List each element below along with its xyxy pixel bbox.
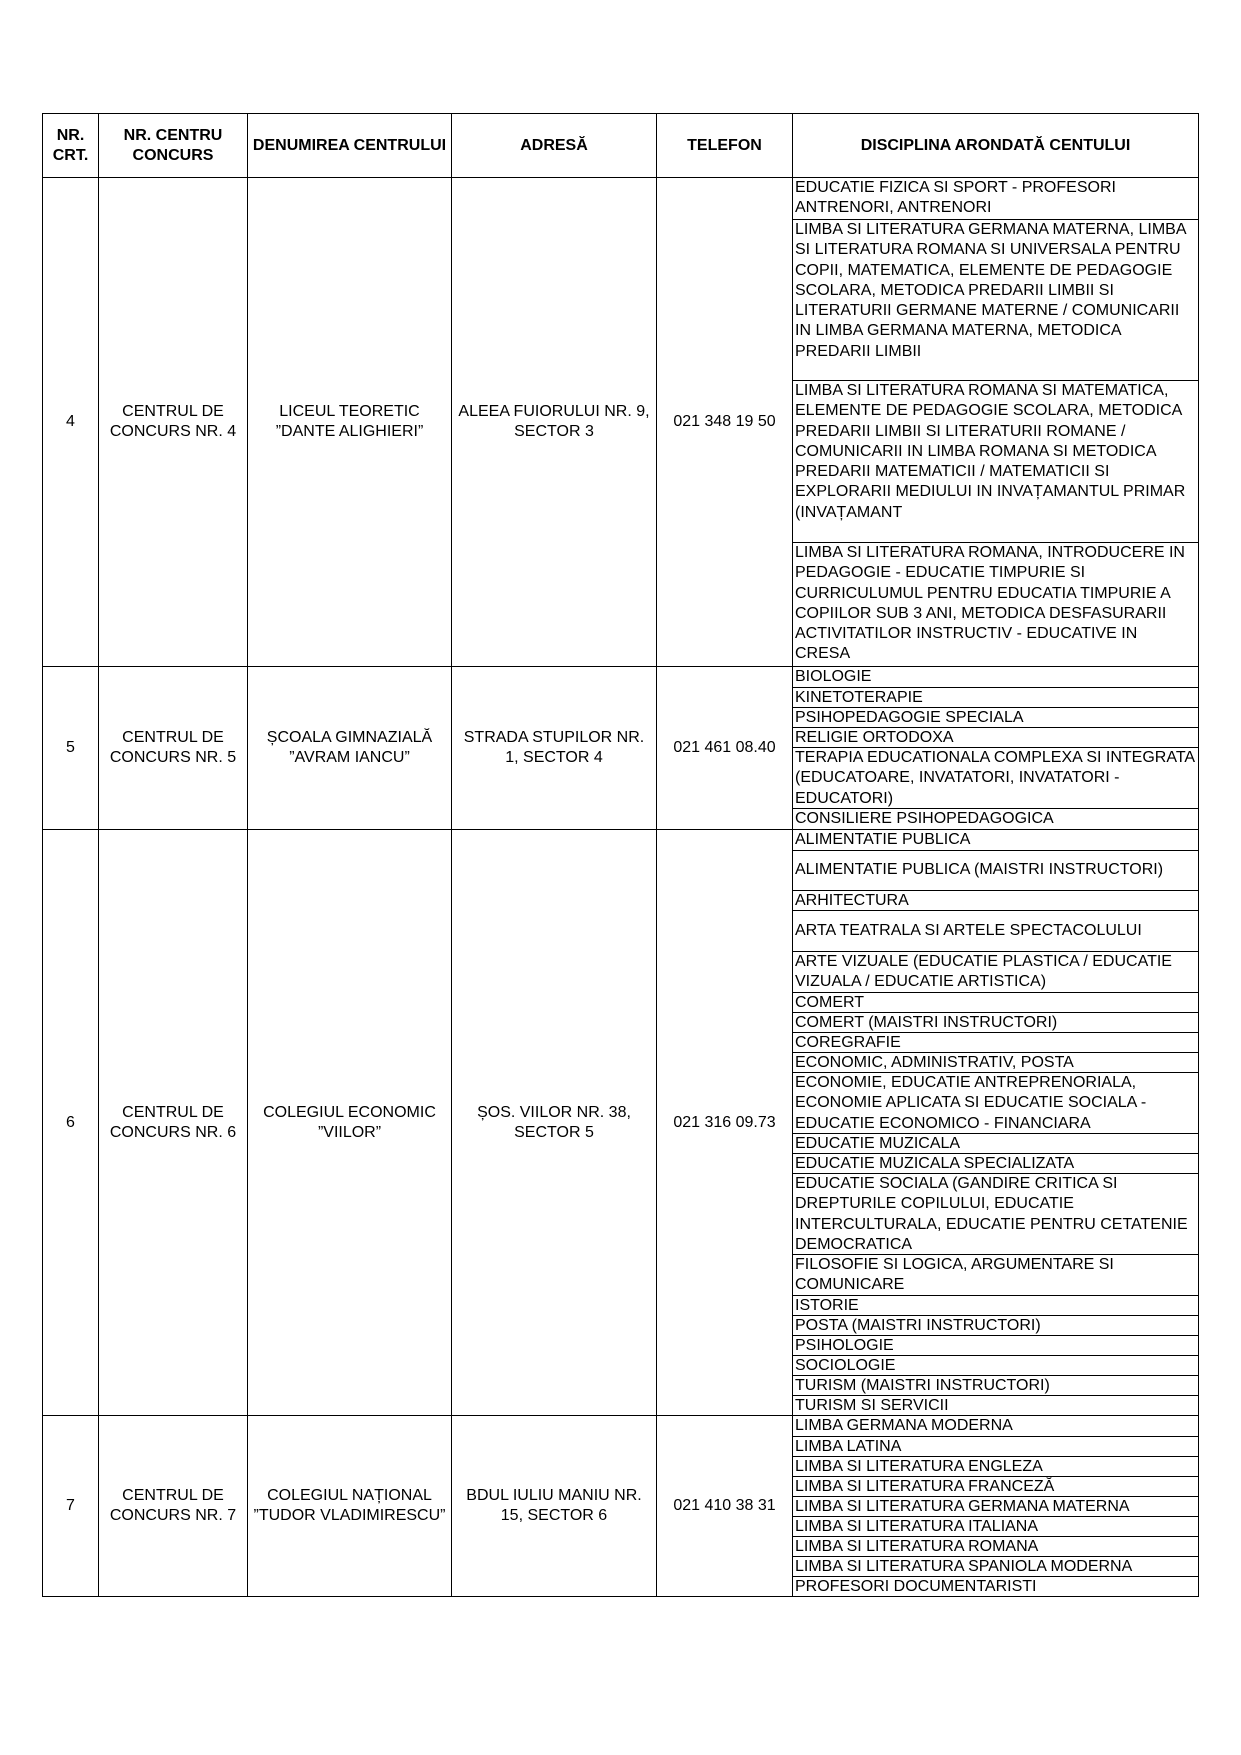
discipline-item: EDUCATIE FIZICA SI SPORT - PROFESORI ANTRENORI, ANTRENORI	[795, 179, 1116, 217]
cell-denumire: LICEUL TEORETIC ”DANTE ALIGHIERI”	[248, 178, 452, 667]
discipline-item: RELIGIE ORTODOXA	[793, 727, 1198, 747]
cell-telefon: 021 348 19 50	[657, 178, 793, 667]
discipline-item: LIMBA LATINA	[793, 1436, 1198, 1456]
cell-adresa: STRADA STUPILOR NR. 1, SECTOR 4	[452, 667, 657, 830]
header-adresa: ADRESĂ	[452, 114, 657, 178]
cell-adresa: ȘOS. VIILOR NR. 38, SECTOR 5	[452, 830, 657, 1416]
discipline-item: EDUCATIE SOCIALA (GANDIRE CRITICA SI DREPTURILE COPILULUI, EDUCATIE INTERCULTURALA, EDUCATIE PENTRU CETATENIE DEMOCRATICA	[793, 1173, 1198, 1254]
discipline-item: CONSILIERE PSIHOPEDAGOGICA	[793, 808, 1198, 829]
discipline-item: LIMBA SI LITERATURA ENGLEZA	[793, 1456, 1198, 1476]
discipline-item: ALIMENTATIE PUBLICA	[795, 831, 971, 848]
discipline-item: PROFESORI DOCUMENTARISTI	[793, 1576, 1198, 1596]
cell-discipline	[793, 667, 1199, 830]
discipline-item: POSTA (MAISTRI INSTRUCTORI)	[793, 1315, 1198, 1335]
discipline-item: ARTE VIZUALE (EDUCATIE PLASTICA / EDUCATIE VIZUALA / EDUCATIE ARTISTICA)	[793, 951, 1198, 992]
discipline-item: LIMBA SI LITERATURA ROMANA SI MATEMATICA, ELEMENTE DE PEDAGOGIE SCOLARA, METODICA PREDARII LIMBII SI LITERATURII ROMANE / COMUNICARII IN LIMBA ROMANA SI METODICA PREDARII MATEMATICII / MATEMATICII SI EXPLORARII MEDIULUI IN INVAȚAMANTUL PRIMAR (INVAȚAMANT	[793, 380, 1198, 542]
cell-nr: 6	[43, 830, 99, 1416]
discipline-item: ALIMENTATIE PUBLICA (MAISTRI INSTRUCTORI)	[793, 850, 1198, 890]
header-denumire: DENUMIREA CENTRULUI	[248, 114, 452, 178]
cell-nr: 7	[43, 1416, 99, 1597]
discipline-item: FILOSOFIE SI LOGICA, ARGUMENTARE SI COMUNICARE	[793, 1254, 1198, 1295]
discipline-item: SOCIOLOGIE	[793, 1355, 1198, 1375]
table-row	[43, 178, 1199, 667]
table-row	[43, 1416, 1199, 1597]
discipline-item: COMERT	[793, 992, 1198, 1012]
cell-centru: CENTRUL DE CONCURS NR. 5	[99, 667, 248, 830]
table-header-row	[43, 114, 1199, 178]
discipline-item: LIMBA SI LITERATURA ROMANA, INTRODUCERE IN PEDAGOGIE - EDUCATIE TIMPURIE SI CURRICULUMUL PENTRU EDUCATIA TIMPURIE A COPIILOR SUB 3 ANI, METODICA DESFASURARII ACTIVITATILOR INSTRUCTIV - EDUCATIVE IN CRESA	[793, 542, 1198, 666]
discipline-item: LIMBA SI LITERATURA GERMANA MATERNA	[793, 1496, 1198, 1516]
cell-denumire: COLEGIUL ECONOMIC ”VIILOR”	[248, 830, 452, 1416]
discipline-item: KINETOTERAPIE	[793, 687, 1198, 707]
table-row	[43, 667, 1199, 830]
discipline-item: LIMBA GERMANA MODERNA	[795, 1417, 1013, 1434]
header-disciplina: DISCIPLINA ARONDATĂ CENTULUI	[793, 114, 1199, 178]
table-row	[43, 830, 1199, 1416]
cell-discipline	[793, 178, 1199, 667]
cell-discipline	[793, 1416, 1199, 1597]
discipline-item: ECONOMIC, ADMINISTRATIV, POSTA	[793, 1052, 1198, 1072]
discipline-item: TERAPIA EDUCATIONALA COMPLEXA SI INTEGRATA (EDUCATOARE, INVATATORI, INVATATORI - EDUCATORI)	[793, 747, 1198, 808]
cell-denumire: COLEGIUL NAȚIONAL ”TUDOR VLADIMIRESCU”	[248, 1416, 452, 1597]
discipline-item: LIMBA SI LITERATURA SPANIOLA MODERNA	[793, 1556, 1198, 1576]
discipline-item: ISTORIE	[793, 1295, 1198, 1315]
header-nr-crt: NR. CRT.	[43, 114, 99, 178]
discipline-item: COMERT (MAISTRI INSTRUCTORI)	[793, 1012, 1198, 1032]
discipline-item: LIMBA SI LITERATURA ROMANA	[793, 1536, 1198, 1556]
discipline-item: ECONOMIE, EDUCATIE ANTREPRENORIALA, ECONOMIE APLICATA SI EDUCATIE SOCIALA - EDUCATIE ECONOMICO - FINANCIARA	[793, 1072, 1198, 1133]
discipline-item: LIMBA SI LITERATURA FRANCEZĂ	[793, 1476, 1198, 1496]
cell-nr: 4	[43, 178, 99, 667]
cell-telefon: 021 410 38 31	[657, 1416, 793, 1597]
discipline-item: COREGRAFIE	[793, 1032, 1198, 1052]
cell-centru: CENTRUL DE CONCURS NR. 4	[99, 178, 248, 667]
cell-centru: CENTRUL DE CONCURS NR. 7	[99, 1416, 248, 1597]
cell-discipline	[793, 830, 1199, 1416]
cell-nr: 5	[43, 667, 99, 830]
discipline-item: ARTA TEATRALA SI ARTELE SPECTACOLULUI	[793, 910, 1198, 951]
discipline-item: BIOLOGIE	[795, 668, 872, 685]
discipline-item: EDUCATIE MUZICALA	[793, 1133, 1198, 1153]
header-telefon: TELEFON	[657, 114, 793, 178]
cell-denumire: ȘCOALA GIMNAZIALĂ ”AVRAM IANCU”	[248, 667, 452, 830]
cell-telefon: 021 316 09.73	[657, 830, 793, 1416]
centers-table	[42, 113, 1199, 1597]
cell-centru: CENTRUL DE CONCURS NR. 6	[99, 830, 248, 1416]
discipline-item: LIMBA SI LITERATURA ITALIANA	[793, 1516, 1198, 1536]
discipline-item: TURISM SI SERVICII	[793, 1395, 1198, 1415]
discipline-item: ARHITECTURA	[793, 890, 1198, 910]
discipline-item: PSIHOLOGIE	[793, 1335, 1198, 1355]
cell-telefon: 021 461 08.40	[657, 667, 793, 830]
discipline-item: LIMBA SI LITERATURA GERMANA MATERNA, LIMBA SI LITERATURA ROMANA SI UNIVERSALA PENTRU COPII, MATEMATICA, ELEMENTE DE PEDAGOGIE SCOLARA, METODICA PREDARII LIMBII SI LITERATURII GERMANE MATERNE / COMUNICARII IN LIMBA GERMANA MATERNA, METODICA PREDARII LIMBII	[793, 219, 1198, 380]
cell-adresa: BDUL IULIU MANIU NR. 15, SECTOR 6	[452, 1416, 657, 1597]
cell-adresa: ALEEA FUIORULUI NR. 9, SECTOR 3	[452, 178, 657, 667]
discipline-item: EDUCATIE MUZICALA SPECIALIZATA	[793, 1153, 1198, 1173]
header-nr-centru: NR. CENTRU CONCURS	[99, 114, 248, 178]
discipline-item: TURISM (MAISTRI INSTRUCTORI)	[793, 1375, 1198, 1395]
discipline-item: PSIHOPEDAGOGIE SPECIALA	[793, 707, 1198, 727]
